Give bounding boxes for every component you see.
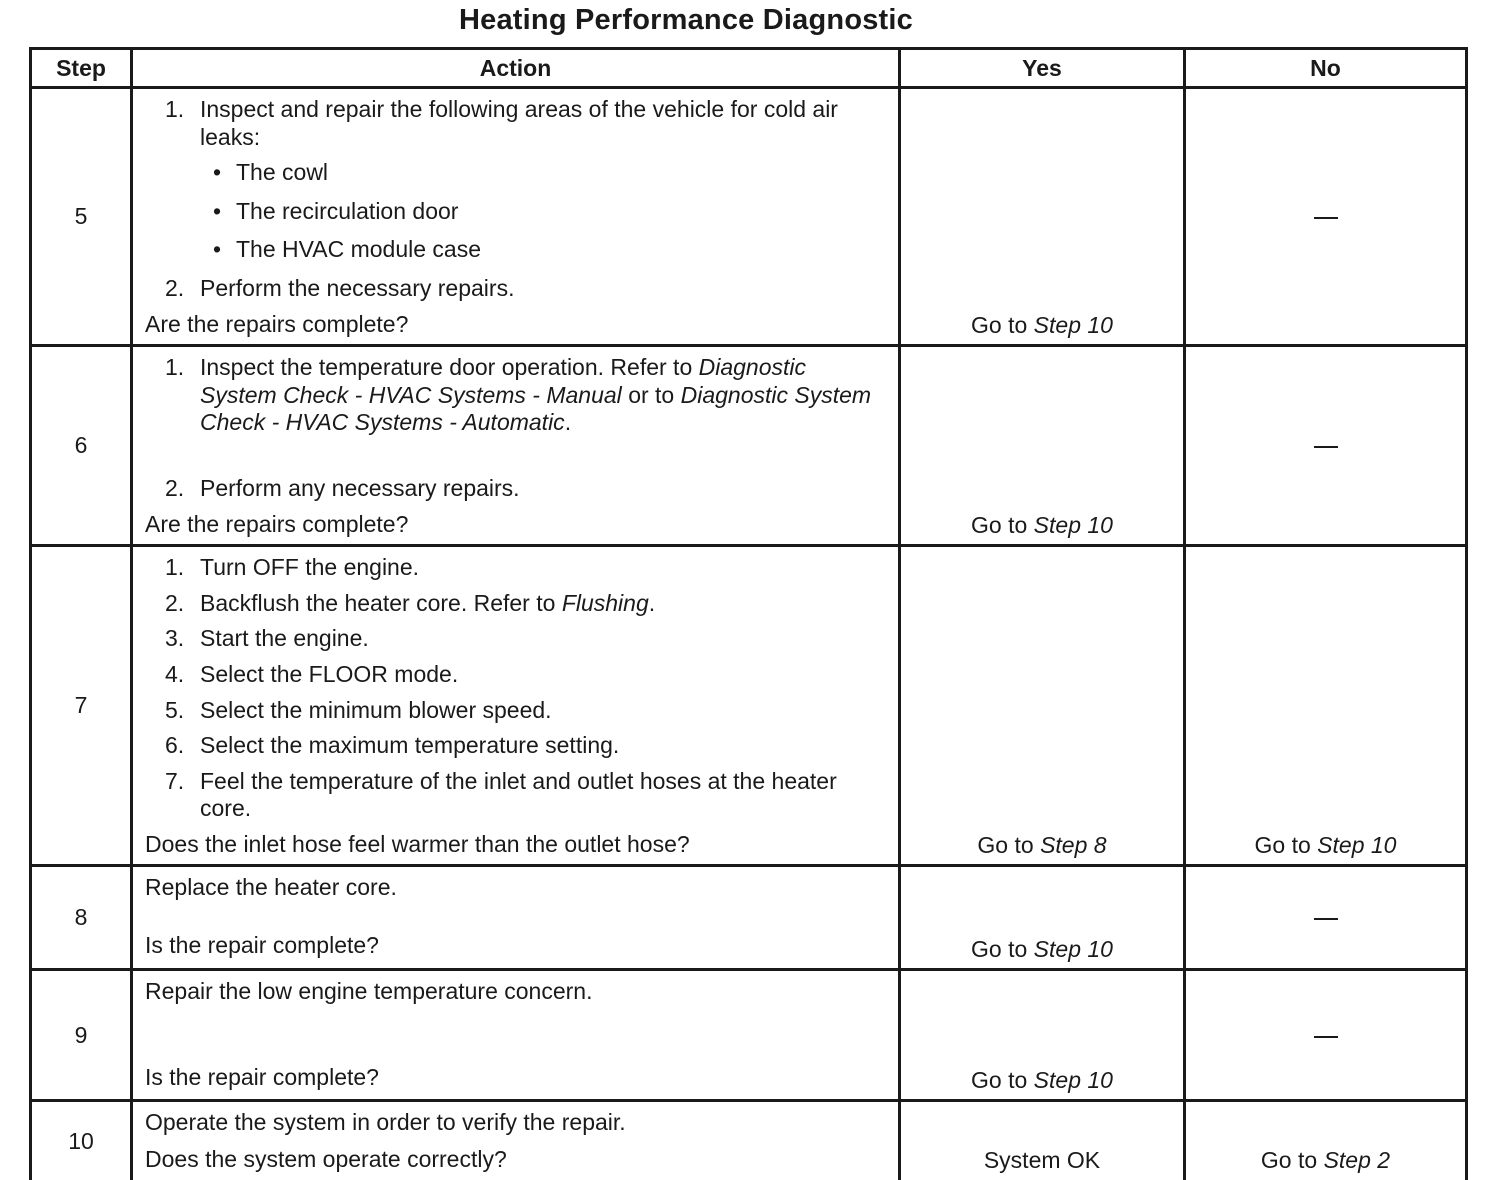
- instruction-text: Repair the low engine temperature concern.: [145, 978, 593, 1005]
- list-item: [165, 275, 888, 303]
- step-number: 7: [31, 546, 132, 866]
- spacer: [145, 1137, 888, 1146]
- reference-link[interactable]: Diagnostic System Check - HVAC Systems - Automatic: [200, 381, 872, 436]
- item-text: Inspect and repair the following areas of the vehicle for cold air leaks:: [200, 96, 838, 150]
- result-text: System OK: [983, 1147, 1101, 1174]
- question-text: Are the repairs complete?: [145, 310, 409, 337]
- bullet-icon: •: [213, 236, 222, 263]
- item-text: [200, 590, 888, 618]
- bullet-item: [213, 236, 888, 264]
- no-cell: [1185, 88, 1467, 346]
- table-row-step-8: [31, 866, 1467, 970]
- dash-icon: [1314, 1036, 1338, 1038]
- header-yes: Yes: [900, 49, 1185, 88]
- list-item: [165, 96, 888, 151]
- list-item: [165, 554, 888, 582]
- goto-prefix: Go to: [971, 935, 1028, 962]
- spacer: [145, 445, 888, 475]
- bullet-item: [213, 198, 888, 226]
- step-reference-link[interactable]: Step 10: [1317, 831, 1397, 858]
- bullet-item: [213, 159, 888, 187]
- yes-cell: [900, 1101, 1185, 1180]
- bullet-text: The cowl: [236, 159, 329, 186]
- step-reference-link[interactable]: Step 8: [1040, 831, 1107, 858]
- instruction-text: Operate the system in order to verify the repair.: [145, 1109, 626, 1136]
- table-row-step-6: [31, 346, 1467, 546]
- step-number: 5: [31, 88, 132, 346]
- table-row-step-7: [31, 546, 1467, 866]
- header-no: No: [1185, 49, 1467, 88]
- question-text: Is the repair complete?: [145, 1064, 379, 1091]
- list-item: [165, 590, 888, 618]
- diagnostic-table: [29, 47, 1468, 1180]
- page-title: Heating Performance Diagnostic: [459, 4, 913, 36]
- list-item: [165, 625, 888, 653]
- item-text-part: .: [564, 409, 572, 436]
- reference-link[interactable]: Flushing: [561, 589, 649, 616]
- list-item: [165, 661, 888, 689]
- bullet-icon: •: [213, 197, 222, 224]
- item-text-part: or to: [628, 381, 675, 408]
- item-number: 1.: [165, 354, 185, 381]
- no-cell: [1185, 546, 1467, 866]
- step-reference-link[interactable]: Step 10: [1033, 511, 1113, 538]
- step-reference-link[interactable]: Step 2: [1323, 1147, 1391, 1174]
- item-number: 1.: [165, 96, 185, 122]
- step-reference-link[interactable]: Step 10: [1033, 311, 1113, 338]
- question-text: Is the repair complete?: [145, 932, 379, 959]
- no-cell: [1185, 866, 1467, 970]
- goto-prefix: Go to: [971, 311, 1028, 338]
- item-text: Turn OFF the engine.: [200, 554, 420, 581]
- no-cell: [1185, 1101, 1467, 1180]
- table-row-step-10: [31, 1101, 1467, 1180]
- item-text-part: Backflush the heater core. Refer to: [200, 589, 556, 616]
- item-number: 5.: [165, 696, 185, 723]
- question-text: Are the repairs complete?: [145, 510, 409, 537]
- list-item: [165, 354, 888, 437]
- action-cell: [132, 546, 900, 866]
- header-action: Action: [132, 49, 900, 88]
- item-number: 4.: [165, 660, 185, 687]
- list-item: [165, 732, 888, 760]
- yes-cell: [900, 546, 1185, 866]
- yes-cell: [900, 866, 1185, 970]
- item-text: Select the maximum temperature setting.: [200, 732, 620, 759]
- item-text-part: .: [648, 589, 656, 616]
- item-number: 1.: [165, 554, 185, 581]
- goto-prefix: Go to: [971, 1066, 1028, 1093]
- item-text: Feel the temperature of the inlet and outlet hoses at the heater core.: [200, 767, 837, 822]
- dash-icon: [1314, 918, 1338, 920]
- step-reference-link[interactable]: Step 10: [1033, 935, 1113, 962]
- bullet-text: The recirculation door: [236, 197, 459, 224]
- item-text: Perform any necessary repairs.: [200, 474, 520, 501]
- item-number: 3.: [165, 625, 185, 652]
- spacer: [145, 902, 888, 932]
- reference-link[interactable]: Diagnostic System Check - HVAC Systems - Manual: [200, 354, 807, 408]
- header-step: Step: [31, 49, 132, 88]
- item-number: 6.: [165, 732, 185, 759]
- goto-prefix: Go to: [1260, 1147, 1318, 1174]
- item-number: 7.: [165, 767, 185, 794]
- dash-icon: [1314, 217, 1338, 219]
- item-number: 2.: [165, 274, 185, 301]
- header-row: [31, 49, 1467, 88]
- step-reference-link[interactable]: Step 10: [1033, 1066, 1113, 1093]
- goto-prefix: Go to: [971, 511, 1028, 538]
- action-cell: [132, 866, 900, 970]
- table-row-step-5: [31, 88, 1467, 346]
- yes-cell: [900, 88, 1185, 346]
- item-text: Select the FLOOR mode.: [200, 660, 459, 687]
- yes-cell: [900, 346, 1185, 546]
- step-number: 10: [31, 1101, 132, 1180]
- list-item: [165, 697, 888, 725]
- item-number: 2.: [165, 589, 185, 616]
- spacer: [145, 1006, 888, 1064]
- item-number: 2.: [165, 474, 185, 501]
- no-cell: [1185, 970, 1467, 1101]
- question-text: Does the inlet hose feel warmer than the outlet hose?: [145, 830, 690, 857]
- yes-cell: [900, 970, 1185, 1101]
- bullet-icon: •: [213, 159, 222, 186]
- step-number: 6: [31, 346, 132, 546]
- item-text: Select the minimum blower speed.: [200, 696, 552, 723]
- list-item: [165, 768, 888, 823]
- item-text-part: Inspect the temperature door operation. Refer to: [200, 354, 693, 381]
- dash-icon: [1314, 446, 1338, 448]
- goto-prefix: Go to: [977, 831, 1034, 858]
- action-cell: [132, 88, 900, 346]
- step-number: 8: [31, 866, 132, 970]
- item-text: Perform the necessary repairs.: [200, 274, 515, 301]
- item-text: Start the engine.: [200, 625, 369, 652]
- item-text: [200, 354, 888, 437]
- action-cell: [132, 970, 900, 1101]
- instruction-text: Replace the heater core.: [145, 874, 397, 901]
- question-text: Does the system operate correctly?: [145, 1146, 507, 1173]
- list-item: [165, 475, 888, 503]
- bullet-text: The HVAC module case: [236, 236, 482, 263]
- action-cell: [132, 346, 900, 546]
- action-cell: [132, 1101, 900, 1180]
- no-cell: [1185, 346, 1467, 546]
- goto-prefix: Go to: [1254, 831, 1311, 858]
- step-number: 9: [31, 970, 132, 1101]
- table-row-step-9: [31, 970, 1467, 1101]
